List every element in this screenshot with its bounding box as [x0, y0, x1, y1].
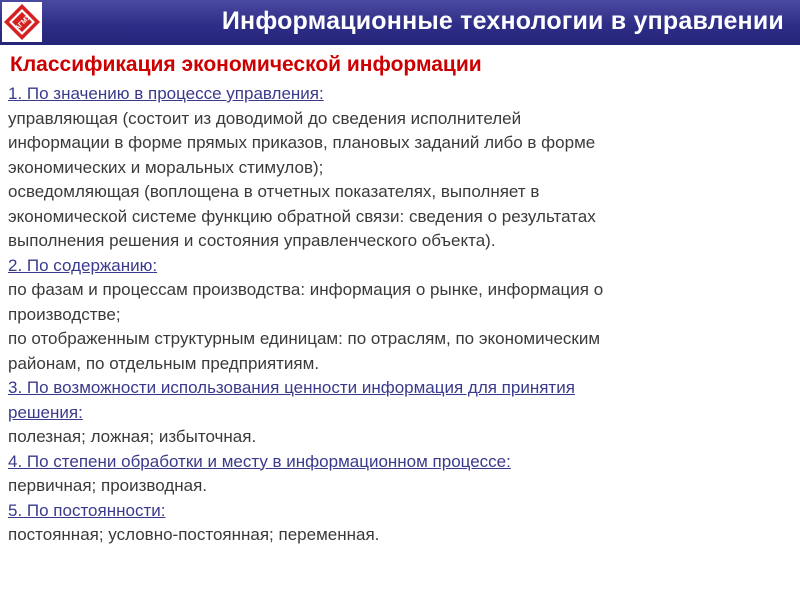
section-heading: решения:: [8, 402, 83, 422]
svg-text:АГМУ: АГМУ: [13, 13, 33, 33]
section-heading: 1. По значению в процессе управления:: [8, 84, 324, 103]
section-heading: 5. По постоянности:: [8, 500, 166, 520]
body-line: районам, по отдельным предприятиям.: [8, 353, 320, 373]
university-logo-icon: [2, 2, 42, 42]
header-title: Информационные технологии в управлении: [221, 7, 784, 35]
body-line: постоянная; условно-постоянная; переменная.: [8, 525, 380, 544]
body-line: по фазам и процессам производства: информация о рынке, информация о: [8, 280, 604, 299]
body-line: по отображенным структурным единицам: по отраслям, по экономическим: [8, 329, 601, 348]
body-line: управляющая (состоит из доводимой до сведения исполнителей: [8, 108, 522, 128]
body-line: экономической системе функцию обратной связи: сведения о результатах: [8, 206, 596, 226]
section-heading: 2. По содержанию:: [8, 255, 158, 275]
body-line: выполнения решения и состояния управленческого объекта).: [8, 231, 496, 250]
body-line: производстве;: [8, 304, 121, 324]
content-body: [8, 82, 793, 548]
body-line: осведомляющая (воплощена в отчетных показателях, выполняет в: [8, 182, 540, 201]
header-bar: [0, 0, 800, 45]
body-line: первичная; производная.: [8, 476, 208, 495]
section-heading: 3. По возможности использования ценности информация для принятия: [8, 378, 575, 397]
body-line: экономических и моральных стимулов);: [8, 157, 324, 177]
body-line: информации в форме прямых приказов, плановых заданий либо в форме: [8, 133, 596, 152]
slide-subtitle: Классификация экономической информации: [10, 53, 482, 76]
section-heading: 4. По степени обработки и месту в информационном процессе:: [8, 451, 511, 471]
body-line: полезная; ложная; избыточная.: [8, 427, 257, 446]
